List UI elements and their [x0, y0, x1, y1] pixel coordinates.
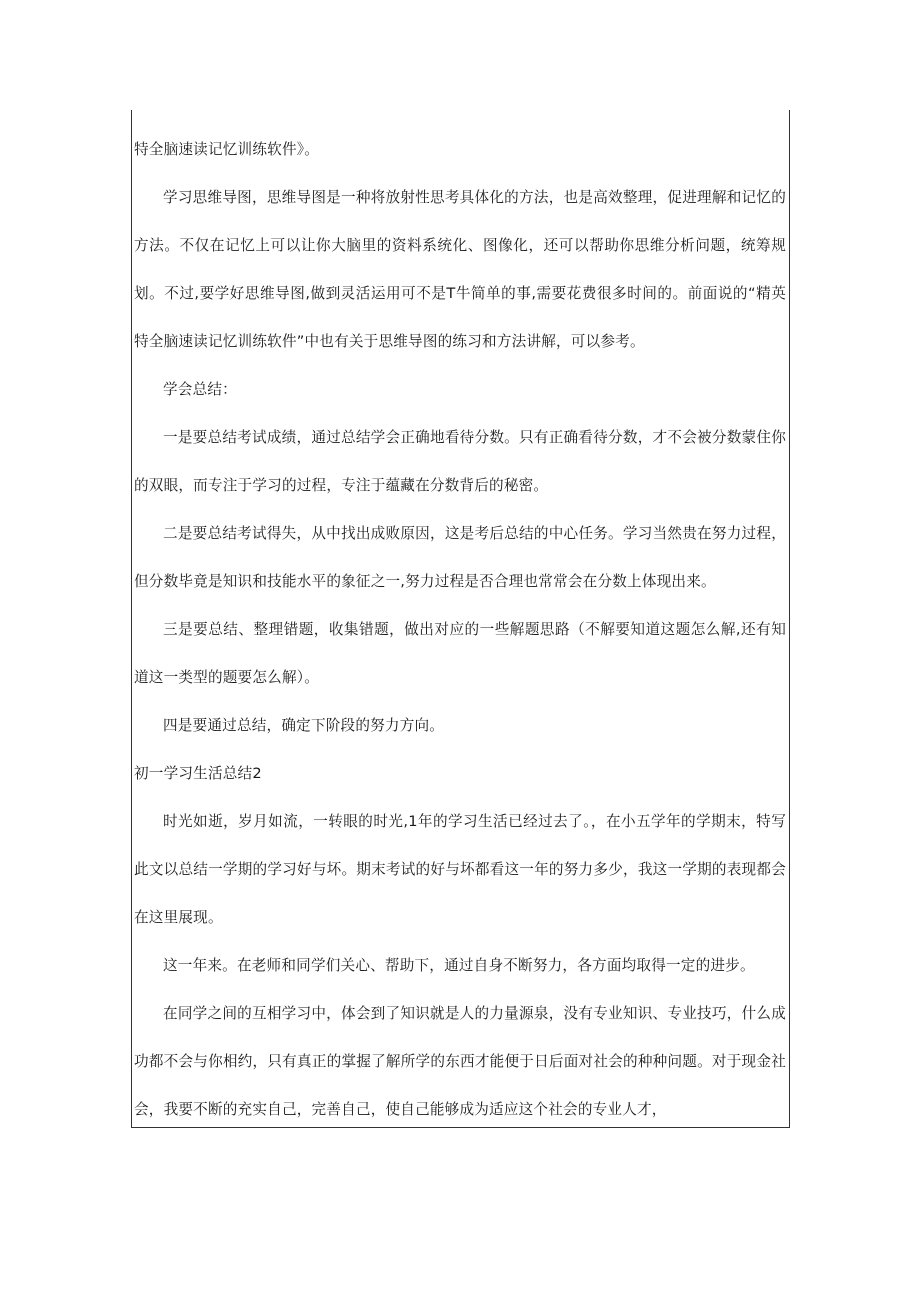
paragraph-point-4: 四是要通过总结，确定下阶段的努力方向。 [163, 717, 445, 734]
paragraph-summary-title: 学会总结： [163, 381, 237, 398]
paragraph-year: 这一年来。在老师和同学们关心、帮助下，通过自身不断努力，各方面均取得一定的进步。 [163, 957, 755, 974]
document-body [134, 126, 786, 1134]
paragraph-mutual-learning: 在同学之间的互相学习中，体会到了知识就是人的力量源泉，没有专业知识、专业技巧，什么成功都不会与你相约，只有真正的掌握了解所学的东西才能便于日后面对社会的种种问题。对于现金社会，我要不断的充实自己，完善自己，使自己能够成为适应这个社会的专业人才， [134, 1005, 786, 1118]
paragraph-point-2: 二是要总结考试得失，从中找出成败原因，这是考后总结的中心任务。学习当然贵在努力过程，但分数毕竟是知识和技能水平的象征之一,努力过程是否合理也常常会在分数上体现出来。 [134, 525, 786, 590]
paragraph-point-3: 三是要总结、整理错题，收集错题，做出对应的一些解题思路（不解要知道这题怎么解,还有知道这一类型的题要怎么解）。 [134, 621, 786, 686]
paragraph-continuation: 特全脑速读记忆训练软件》。 [134, 141, 320, 158]
paragraph-time: 时光如逝，岁月如流，一转眼的时光,1年的学习生活已经过去了。，在小五学年的学期末，特写此文以总结一学期的学习好与坏。期末考试的好与坏都看这一年的努力多少，我这一学期的表现都会在这里展现。 [134, 813, 786, 926]
paragraph-mind-map: 学习思维导图，思维导图是一种将放射性思考具体化的方法，也是高效整理，促进理解和记忆的方法。不仅在记忆上可以让你大脑里的资料系统化、图像化，还可以帮助你思维分析问题，统筹规划。不过,要学好思维导图,做到灵活运用可不是T牛简单的事,需要花费很多时间的。前面说的“精英特全脑速读记忆训练软件”中也有关于思维导图的练习和方法讲解，可以参考。 [134, 189, 786, 350]
paragraph-point-1: 一是要总结考试成绩，通过总结学会正确地看待分数。只有正确看待分数，才不会被分数蒙住你的双眼，而专注于学习的过程，专注于蕴藏在分数背后的秘密。 [134, 429, 786, 494]
section-heading: 初一学习生活总结2 [134, 765, 262, 782]
